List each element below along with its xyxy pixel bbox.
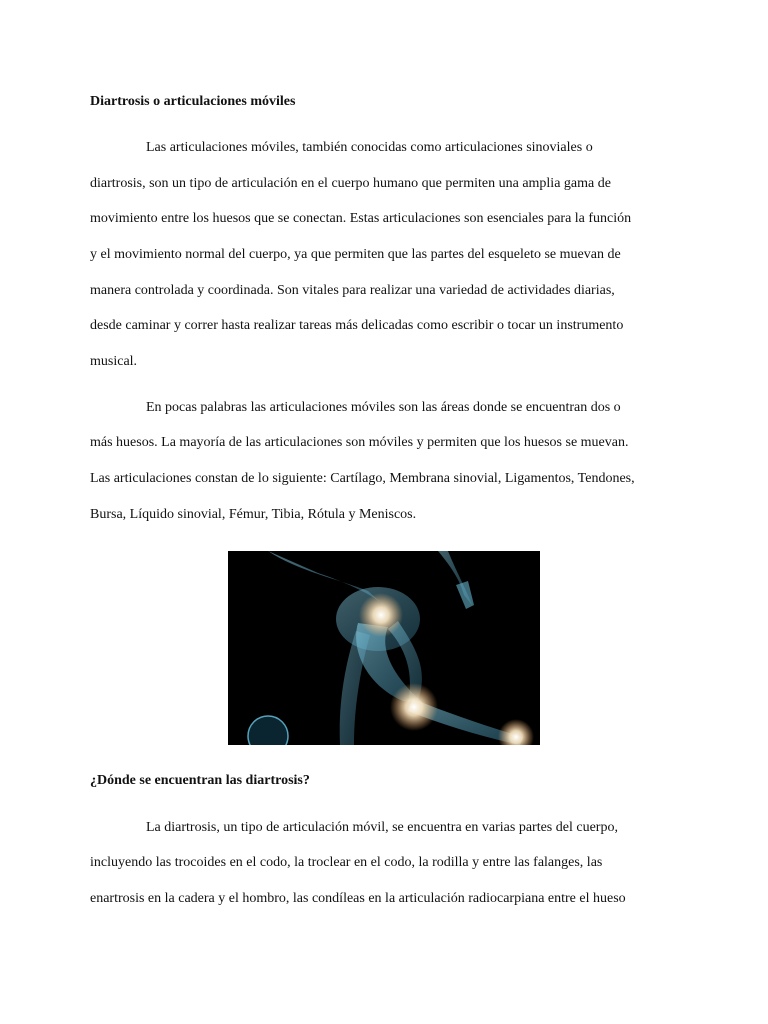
paragraph-line: Las articulaciones móviles, también conocidas como articulaciones sinoviales o — [146, 140, 593, 155]
paragraph-line: más huesos. La mayoría de las articulaciones son móviles y permiten que los huesos se muevan. — [90, 435, 629, 450]
paragraph-line: enartrosis en la cadera y el hombro, las condíleas en la articulación radiocarpiana entre el hueso — [90, 891, 626, 906]
hip-joint-glow — [359, 593, 403, 637]
paragraph-line: diartrosis, son un tipo de articulación en el cuerpo humano que permiten una amplia gama de — [90, 176, 611, 191]
paragraph-line: incluyendo las trocoides en el codo, la troclear en el codo, la rodilla y entre las falanges, las — [90, 855, 603, 870]
paragraph-line: manera controlada y coordinada. Son vitales para realizar una variedad de actividades diarias, — [90, 283, 615, 298]
skeleton-knee-figure — [228, 551, 540, 745]
paragraph-line: La diartrosis, un tipo de articulación móvil, se encuentra en varias partes del cuerpo, — [146, 820, 618, 835]
paragraph-line: Bursa, Líquido sinovial, Fémur, Tibia, Rótula y Meniscos. — [90, 507, 417, 522]
paragraph-line: y el movimiento normal del cuerpo, ya que permiten que las partes del esqueleto se muevan de — [90, 247, 621, 262]
section-heading: ¿Dónde se encuentran las diartrosis? — [90, 773, 310, 788]
knee-joint-glow — [390, 683, 438, 731]
skeleton-illustration — [228, 551, 540, 745]
paragraph-line: Las articulaciones constan de lo siguiente: Cartílago, Membrana sinovial, Ligamentos, Tendones, — [90, 471, 635, 486]
paragraph-line: movimiento entre los huesos que se conectan. Estas articulaciones son esenciales para la función — [90, 211, 632, 226]
section-heading: Diartrosis o articulaciones móviles — [90, 94, 296, 109]
paragraph-line: musical. — [90, 354, 138, 369]
paragraph-line: desde caminar y correr hasta realizar tareas más delicadas como escribir o tocar un instrumento — [90, 318, 624, 333]
paragraph-line: En pocas palabras las articulaciones móviles son las áreas donde se encuentran dos o — [146, 400, 621, 415]
